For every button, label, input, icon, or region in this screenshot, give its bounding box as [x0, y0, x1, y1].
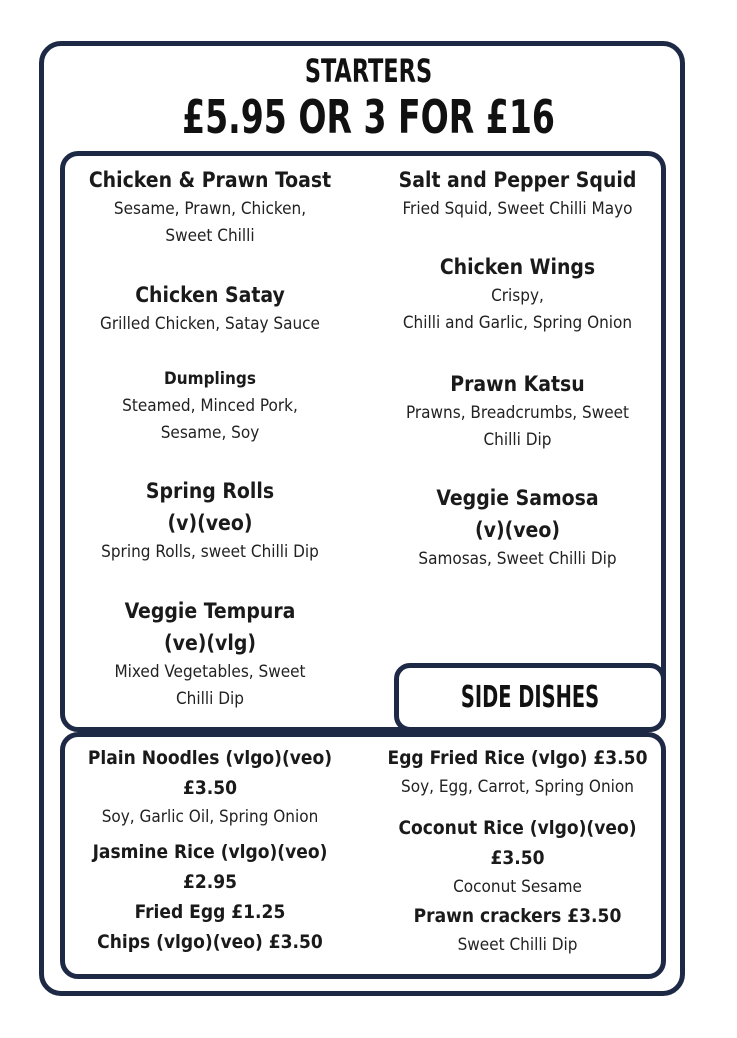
side-item-price: £3.50 [182, 777, 238, 799]
menu-item [70, 164, 350, 250]
item-name: Veggie Tempura [124, 599, 296, 623]
item-name: Dumplings [164, 369, 256, 389]
sides-left-column [70, 743, 350, 957]
item-description: Fried Squid, Sweet Chilli Mayo [402, 199, 633, 219]
item-description: Samosas, Sweet Chilli Dip [418, 549, 617, 569]
side-item-description: Coconut Sesame [453, 877, 582, 897]
side-item-name: Plain Noodles (vlgo)(veo) [87, 747, 333, 769]
side-dishes-heading-tab [394, 663, 666, 732]
item-name: Salt and Pepper Squid [398, 168, 637, 192]
side-item-name: Chips (vlgo)(veo) £3.50 [97, 931, 323, 953]
item-description: Sesame, Prawn, Chicken, [113, 199, 307, 219]
dietary-tag: (ve)(vlg) [164, 631, 256, 655]
item-name: Spring Rolls [145, 479, 275, 503]
side-dishes-heading: SIDE DISHES [460, 680, 600, 715]
sides-right-column [375, 743, 660, 959]
item-description: Grilled Chicken, Satay Sauce [100, 314, 320, 334]
menu-item [70, 365, 350, 447]
page-title: STARTERS [304, 52, 433, 90]
price-offer: £5.95 OR 3 FOR £16 [182, 90, 555, 144]
menu-item [375, 368, 660, 454]
side-item-name: Fried Egg £1.25 [134, 901, 286, 923]
side-item-description: Soy, Egg, Carrot, Spring Onion [401, 777, 634, 797]
side-item-name: Egg Fried Rice (vlgo) £3.50 [387, 747, 648, 769]
item-description: Chilli and Garlic, Spring Onion [402, 313, 633, 333]
side-item-name: Jasmine Rice (vlgo)(veo) [92, 841, 328, 863]
menu-item [375, 482, 660, 573]
item-description: Chilli Dip [176, 689, 244, 709]
menu-item [70, 279, 350, 338]
side-item-price: £2.95 [182, 871, 238, 893]
dietary-tag: (v)(veo) [475, 518, 560, 542]
item-description: Prawns, Breadcrumbs, Sweet [405, 403, 630, 423]
item-description: Steamed, Minced Pork, [122, 396, 298, 416]
item-description: Sweet Chilli [165, 226, 255, 246]
side-item-description: Sweet Chilli Dip [457, 935, 578, 955]
menu-item [70, 475, 350, 566]
item-description: Spring Rolls, sweet Chilli Dip [101, 542, 319, 562]
item-name: Prawn Katsu [450, 372, 585, 396]
side-item-name: Prawn crackers £3.50 [413, 905, 622, 927]
item-name: Chicken Wings [439, 255, 596, 279]
item-description: Mixed Vegetables, Sweet [114, 662, 306, 682]
item-description: Crispy, [491, 286, 544, 306]
menu-item [375, 164, 660, 223]
dietary-tag: (v)(veo) [167, 511, 253, 535]
item-description: Sesame, Soy [160, 423, 260, 443]
item-description: Chilli Dip [483, 430, 552, 450]
item-name: Chicken & Prawn Toast [88, 168, 332, 192]
side-item-name: Coconut Rice (vlgo)(veo) [398, 817, 637, 839]
menu-item [375, 251, 660, 337]
side-item-price: £3.50 [490, 847, 545, 869]
item-name: Veggie Samosa [436, 486, 599, 510]
item-name: Chicken Satay [135, 283, 285, 307]
side-item-description: Soy, Garlic Oil, Spring Onion [101, 807, 319, 827]
menu-item [70, 595, 350, 713]
